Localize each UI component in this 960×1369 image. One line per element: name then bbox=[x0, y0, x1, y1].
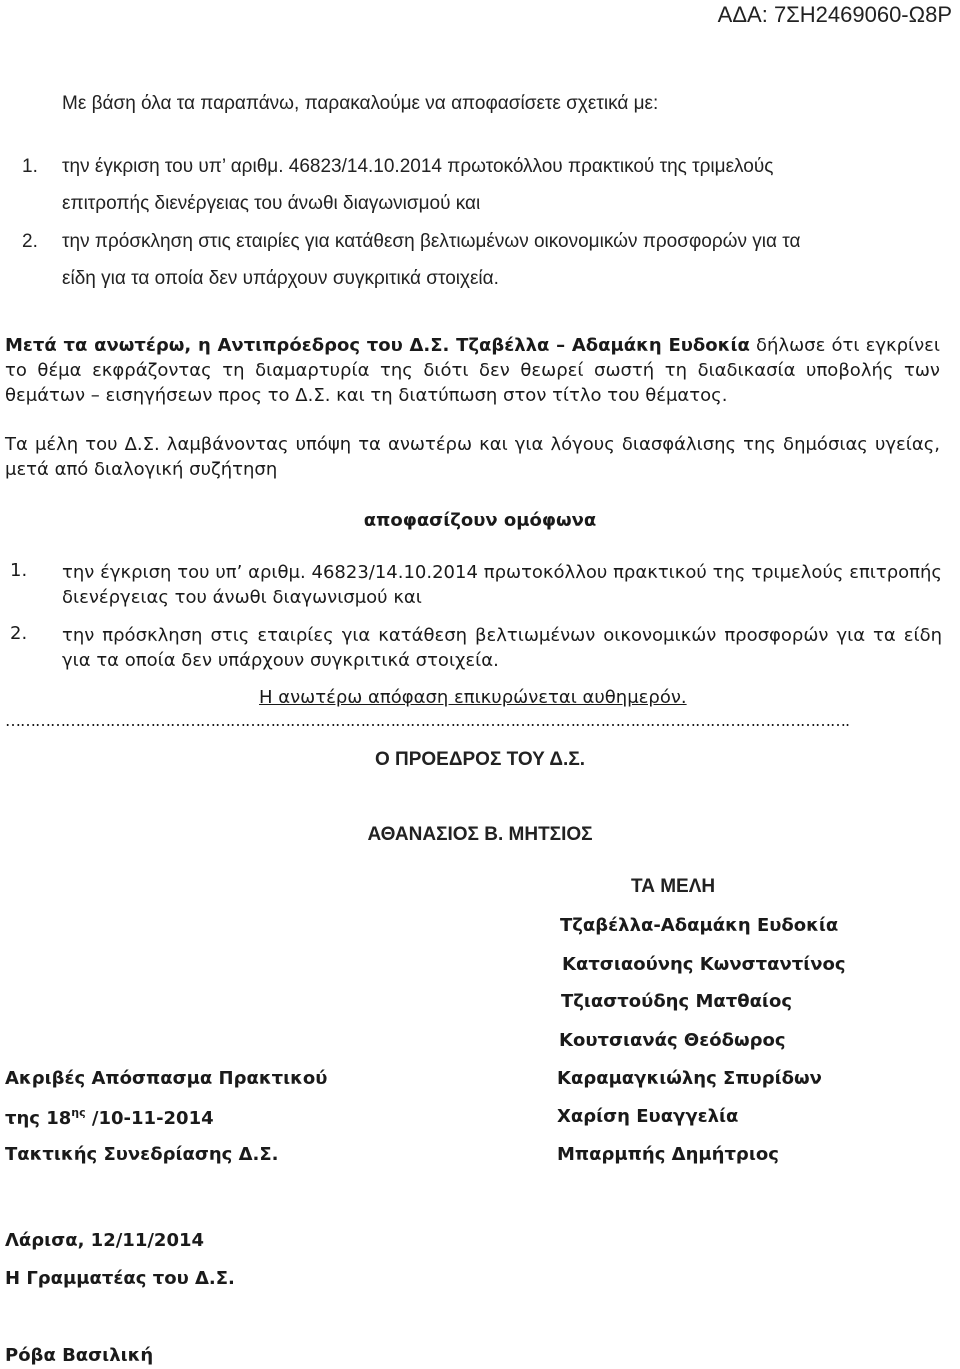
member-name: Κατσιαούνης Κωνσταντίνος bbox=[562, 954, 846, 975]
members-title: ΤΑ ΜΕΛΗ bbox=[631, 876, 716, 897]
dotted-separator: ……………………………………………………………………………………………………………………………………………………. bbox=[5, 711, 850, 730]
intro-item-2-line2: είδη για τα οποία δεν υπάρχουν συγκριτικά στοιχεία. bbox=[62, 268, 499, 289]
intro-item-2-line1: την πρόσκληση στις εταιρίες για κατάθεση βελτιωμένων οικονομικών προσφορών για τα bbox=[62, 231, 801, 252]
ratified-statement: Η ανωτέρω απόφαση επικυρώνεται αυθημερόν. bbox=[259, 687, 687, 708]
intro-item-1-number: 1. bbox=[22, 156, 38, 177]
statement-bold-lead: Μετά τα ανωτέρω, η Αντιπρόεδρος του Δ.Σ. Τζαβέλλα – Αδαμάκη Ευδοκία bbox=[5, 335, 750, 356]
ordinal-suffix: ης bbox=[71, 1106, 86, 1119]
intro-item-1-line2: επιτροπής διενέργειας του άνωθι διαγωνισμού και bbox=[62, 193, 481, 214]
member-name: Καραμαγκιώλης Σπυρίδων bbox=[557, 1068, 822, 1089]
secretary-name: Ρόβα Βασιλική bbox=[5, 1345, 154, 1366]
members-paragraph: Τα μέλη του Δ.Σ. λαμβάνοντας υπόψη τα ανωτέρω και για λόγους διασφάλισης της δημόσιας υγείας, μετά από διαλογική συζήτηση bbox=[5, 434, 940, 480]
member-name: Μπαρμπής Δημήτριος bbox=[557, 1144, 779, 1165]
statement-rest: δήλωσε ότι εγκρίνει το θέμα εκφράζοντας τη διαμαρτυρία της διότι δεν θεωρεί σωστή τη διαδικασία υποβολής των θεμάτων – εισηγήσεων προς το Δ.Σ. και τη διατύπωση στον τίτλο του θέματος. bbox=[5, 335, 940, 406]
statement-paragraph bbox=[5, 333, 940, 408]
decision-item-2-number: 2. bbox=[10, 623, 28, 644]
secretary-title: Η Γραμματέας του Δ.Σ. bbox=[5, 1268, 235, 1289]
ada-code: ΑΔΑ: 7ΣΗ2469060-Ω8Ρ bbox=[717, 2, 952, 27]
president-title: Ο ΠΡΟΕΔΡΟΣ ΤΟΥ Δ.Σ. bbox=[374, 749, 586, 770]
decision-item-1-text: την έγκριση του υπ’ αριθμ. 46823/14.10.2014 πρωτοκόλλου πρακτικού της τριμελούς επιτροπής διενέργειας του άνωθι διαγωνισμού και bbox=[62, 562, 942, 608]
place-date: Λάρισα, 12/11/2014 bbox=[5, 1230, 205, 1251]
intro-item-1-line1: την έγκριση του υπ’ αριθμ. 46823/14.10.2014 πρωτοκόλλου πρακτικού της τριμελούς bbox=[62, 156, 774, 177]
member-name: Κουτσιανάς Θεόδωρος bbox=[559, 1030, 786, 1051]
member-name: Τζιαστούδης Ματθαίος bbox=[561, 991, 792, 1012]
extract-line-2: της $18^{\eta\varsigma}$ /10-11-2014 bbox=[5, 1106, 214, 1129]
intro-text: Με βάση όλα τα παραπάνω, παρακαλούμε να αποφασίσετε σχετικά με: bbox=[62, 93, 659, 114]
decision-item-2-text: την πρόσκληση στις εταιρίες για κατάθεση βελτιωμένων οικονομικών προσφορών για τα είδη για τα οποία δεν υπάρχουν συγκριτικά στοιχεία. bbox=[62, 625, 942, 671]
member-name: Χαρίση Ευαγγελία bbox=[557, 1106, 739, 1127]
member-name: Τζαβέλλα-Αδαμάκη Ευδοκία bbox=[560, 915, 839, 936]
president-name: ΑΘΑΝΑΣΙΟΣ Β. ΜΗΤΣΙΟΣ bbox=[367, 824, 593, 845]
decision-heading: αποφασίζουν ομόφωνα bbox=[363, 510, 597, 531]
intro-item-2-number: 2. bbox=[22, 231, 38, 252]
extract-line-1: Ακριβές Απόσπασμα Πρακτικού bbox=[5, 1068, 328, 1089]
decision-item-1-number: 1. bbox=[10, 560, 28, 581]
extract-line-3: Τακτικής Συνεδρίασης Δ.Σ. bbox=[5, 1144, 279, 1165]
